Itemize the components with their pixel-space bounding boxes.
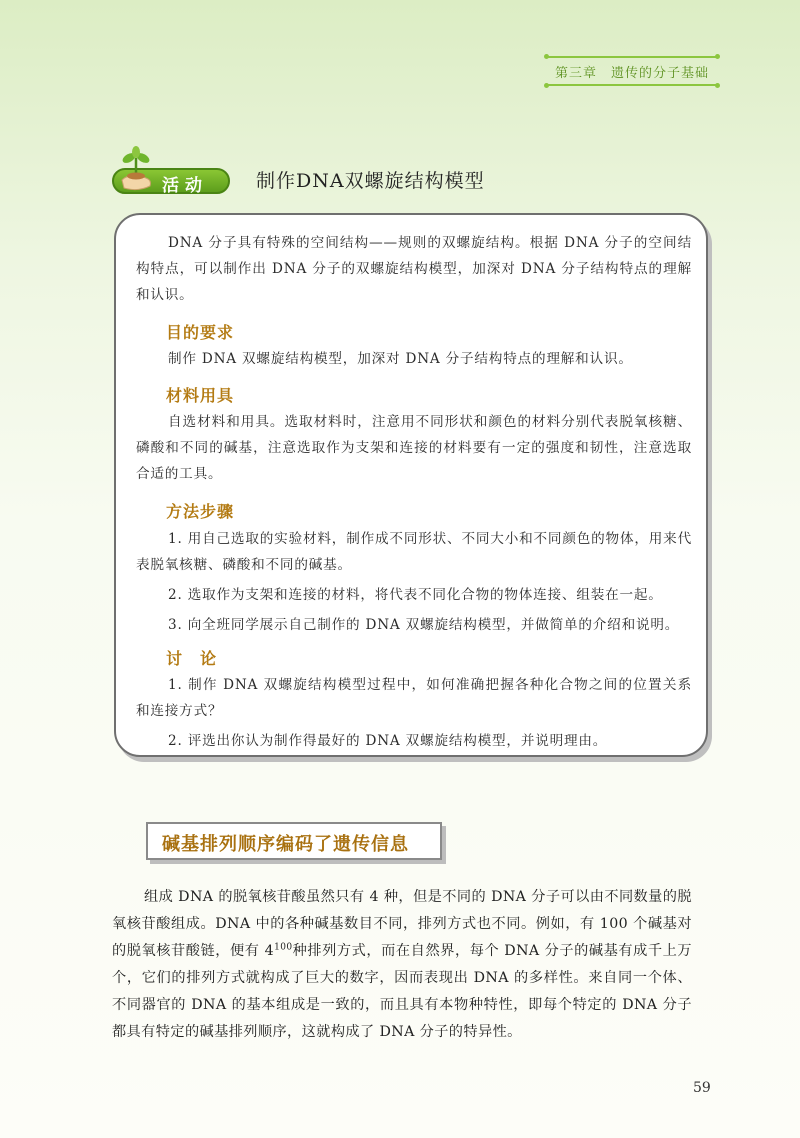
- body-paragraph-part2: 种排列方式，而在自然界，每个 DNA 分子的碱基有成千上万个，它们的排列方式就构成了巨大的数字，因而表现出 DNA 的多样性。来自同一个体、不同器官的 DNA 的基本组成是一致的，而且具有本物种特性，即每个特定的 DNA 分子都具有特定的碱基排列顺序，这就构成了 DNA 分子的特异性。: [112, 943, 693, 1040]
- discussion-list: [136, 672, 692, 754]
- exponent: 100: [274, 942, 293, 953]
- section-heading: 碱基排列顺序编码了遗传信息: [162, 834, 409, 855]
- materials-heading: 材料用具: [166, 386, 235, 405]
- goal-text: 制作 DNA 双螺旋结构模型，加深对 DNA 分子结构特点的理解和认识。: [168, 351, 633, 367]
- step-item: 1. 用自己选取的实验材料，制作成不同形状、不同大小和不同颜色的物体，用来代表脱氧核糖、磷酸和不同的碱基。: [136, 531, 692, 573]
- chapter-tab-dot: [544, 54, 549, 59]
- steps-heading: 方法步骤: [166, 502, 235, 521]
- body-paragraph: [112, 884, 692, 1046]
- materials-section: [136, 409, 692, 487]
- activity-intro: [136, 230, 692, 308]
- discussion-item: 2. 评选出你认为制作得最好的 DNA 双螺旋结构模型，并说明理由。: [168, 733, 608, 749]
- page-number: 59: [693, 1080, 711, 1096]
- chapter-tab: [547, 56, 717, 86]
- goal-section: [136, 346, 692, 372]
- discussion-item: 1. 制作 DNA 双螺旋结构模型过程中，如何准确把握各种化合物之间的位置关系和连接方式？: [136, 677, 692, 719]
- goal-heading: 目的要求: [166, 323, 235, 342]
- activity-intro-text: DNA 分子具有特殊的空间结构——规则的双螺旋结构。根据 DNA 分子的空间结构特点，可以制作出 DNA 分子的双螺旋结构模型，加深对 DNA 分子结构特点的理解和认识。: [136, 235, 692, 303]
- chapter-title: 第三章 遗传的分子基础: [554, 66, 709, 81]
- chapter-tab-top-rule: [547, 56, 717, 58]
- sprout-hand-icon: [116, 146, 156, 196]
- chapter-tab-bottom-rule: [547, 84, 717, 86]
- chapter-tab-dot: [715, 83, 720, 88]
- activity-header: [112, 146, 612, 196]
- materials-text: 自选材料和用具。选取材料时，注意用不同形状和颜色的材料分别代表脱氧核糖、磷酸和不同的碱基，注意选取作为支架和连接的材料要有一定的强度和韧性，注意选取合适的工具。: [136, 414, 692, 482]
- chapter-tab-dot: [715, 54, 720, 59]
- activity-title: 制作DNA双螺旋结构模型: [256, 170, 485, 192]
- activity-badge-label: 活动: [162, 176, 208, 196]
- steps-list: [136, 526, 692, 638]
- discussion-heading: 讨 论: [166, 649, 218, 668]
- section-heading-box: [146, 822, 442, 860]
- step-item: 3. 向全班同学展示自己制作的 DNA 双螺旋结构模型，并做简单的介绍和说明。: [168, 617, 680, 633]
- chapter-tab-dot: [544, 83, 549, 88]
- step-item: 2. 选取作为支架和连接的材料，将代表不同化合物的物体连接、组装在一起。: [168, 587, 663, 603]
- body-paragraph-part1: 组成 DNA 的脱氧核苷酸虽然只有 4 种，但是不同的 DNA 分子可以由不同数量的脱氧核苷酸组成。DNA 中的各种碱基数目不同，排列方式也不同。例如，有 100 个碱基对的脱氧核苷酸链，便有 4: [112, 889, 692, 959]
